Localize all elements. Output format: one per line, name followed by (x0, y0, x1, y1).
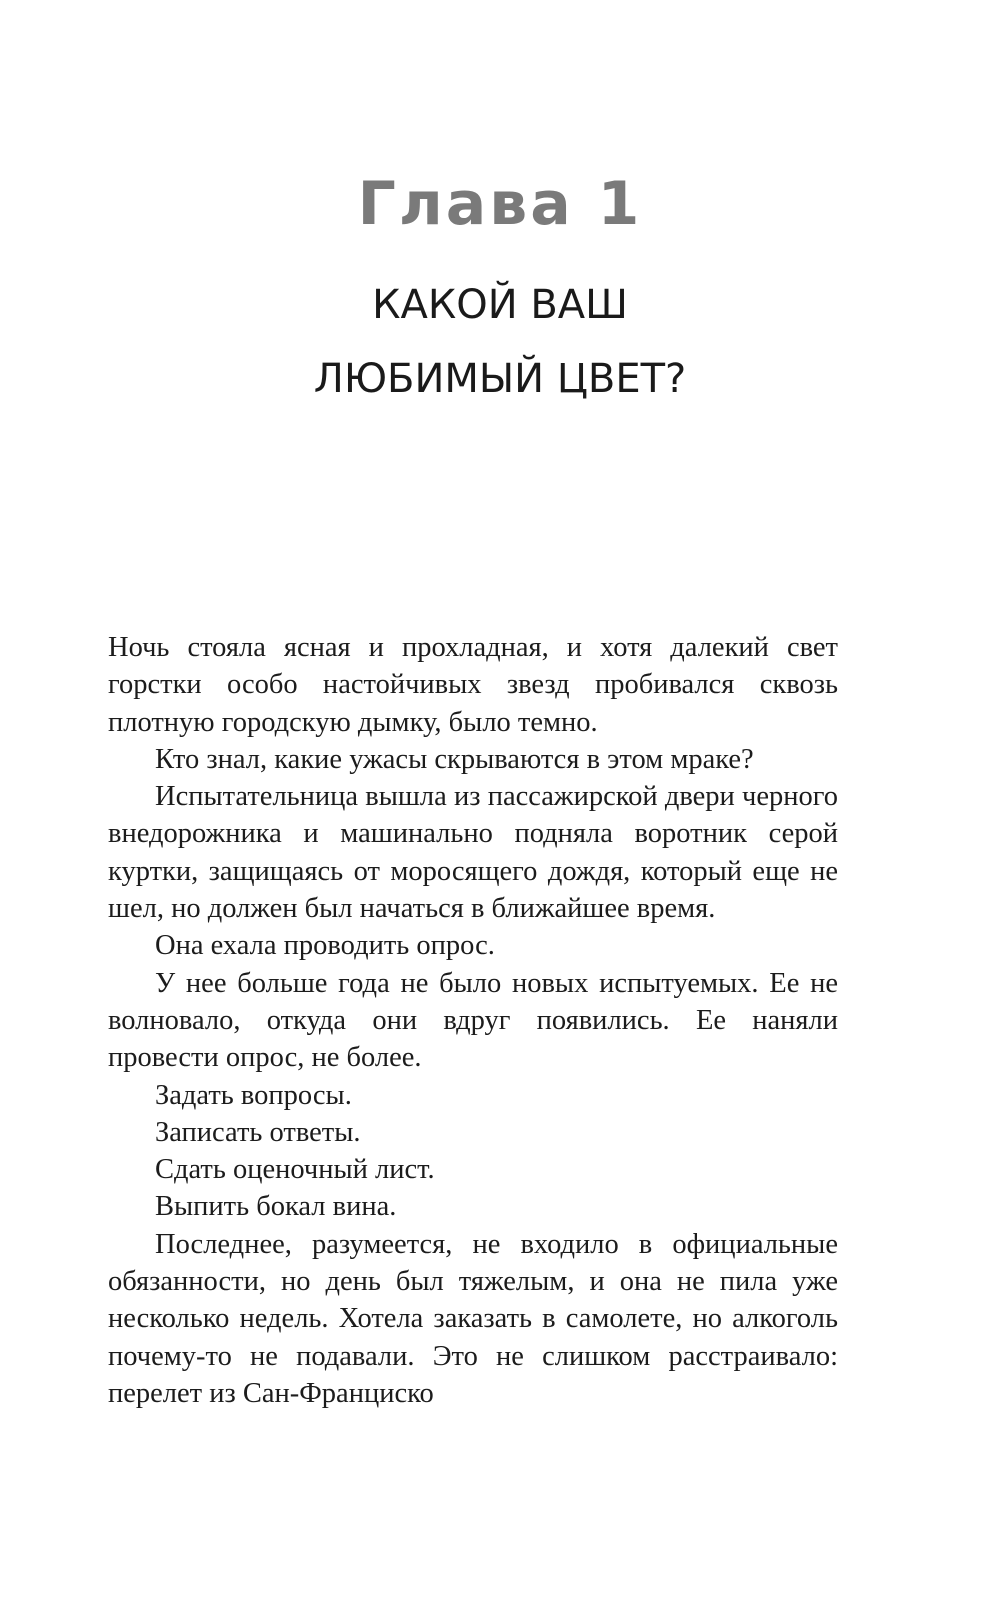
paragraph: У нее больше года не было новых испытуемых. Ее не волновало, откуда они вдруг появились. Ее наняли провести опрос, не более. (108, 967, 838, 1074)
paragraph: Испытательница вышла из пассажирской двери черного внедорожника и машинально подняла воротник серой куртки, защищаясь от моросящего дождя, который еще не шел, но должен был начаться в ближайшее время. (108, 781, 838, 925)
paragraph: Ночь стояла ясная и прохладная, и хотя далекий свет горстки особо настойчивых звезд пробивался сквозь плотную городскую дымку, было темно. (108, 632, 838, 738)
chapter-title-line-2: ЛЮБИМЫЙ ЦВЕТ? (313, 356, 687, 402)
paragraph: Последнее, разумеется, не входило в официальные обязанности, но день был тяжелым, и она не пила уже несколько недель. Хотела заказать в самолете, но алкоголь почему-то не подавали. Это не слишком расстраивало: перелет из Сан-Франциско (108, 1228, 838, 1409)
chapter-title (0, 268, 1000, 416)
paragraph: Она ехала проводить опрос. (155, 930, 495, 962)
paragraph: Сдать оценочный лист. (155, 1154, 435, 1186)
chapter-number: Глава 1 (357, 169, 643, 239)
paragraph: Задать вопросы. (155, 1079, 352, 1111)
chapter-body (108, 629, 838, 1412)
chapter-title-line-1: КАКОЙ ВАШ (372, 282, 628, 328)
paragraph: Кто знал, какие ужасы скрываются в этом мраке? (155, 743, 754, 775)
paragraph: Выпить бокал вина. (155, 1191, 397, 1223)
paragraph: Записать ответы. (155, 1116, 361, 1148)
